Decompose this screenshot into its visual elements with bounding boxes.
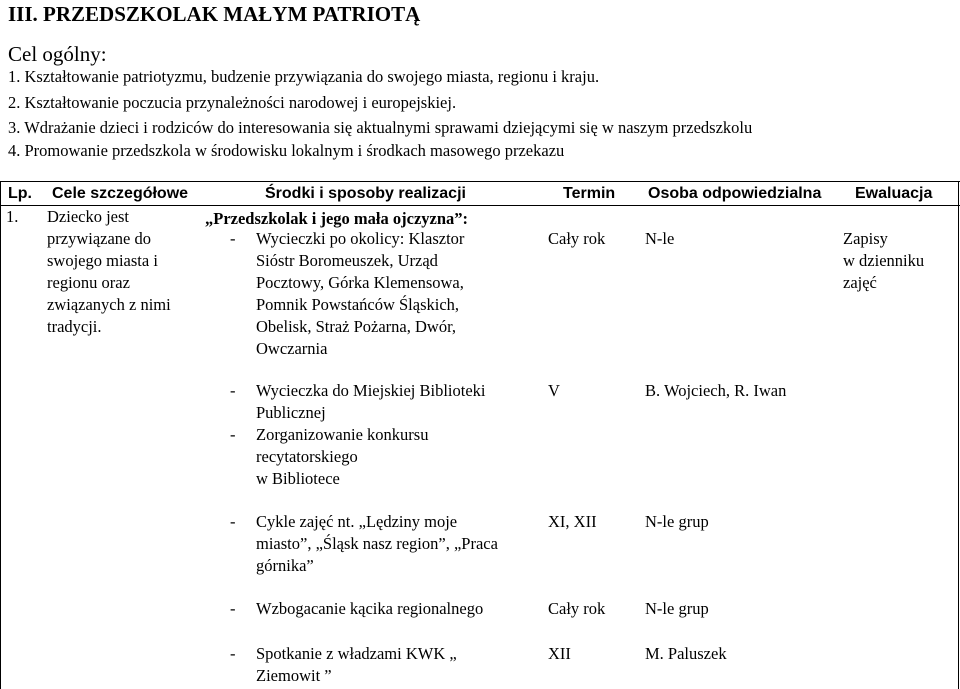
table-right-border [958,181,959,689]
section-title: III. PRZEDSZKOLAK MAŁYM PATRIOTĄ [8,2,421,26]
table-left-border [0,181,1,689]
activity-dash: - [230,599,236,618]
activity-person: N-le grup [645,512,709,531]
header-term: Termin [563,185,616,202]
activity-term: V [548,381,560,400]
activity-dash: - [230,229,236,248]
header-methods: Środki i sposoby realizacji [265,185,466,202]
activity-description: Spotkanie z władzami KWK „ Ziemowit ” [256,644,457,685]
activity-person: M. Paluszek [645,644,727,663]
activity-dash: - [230,425,236,444]
goal-item: 1. Kształtowanie patriotyzmu, budzenie przywiązania do swojego miasta, regionu i kraju. [8,67,600,86]
activity-term: XI, XII [548,512,597,531]
activity-description: Wycieczki po okolicy: Klasztor Sióstr Boromeuszek, Urząd Pocztowy, Górka Klemensowa, Pomnik Powstańców Śląskich, Obelisk, Straż Pożarna, Dwór, Owczarnia [256,229,465,358]
activity-description: Wycieczka do Miejskiej Biblioteki Publicznej [256,381,486,422]
goal-item: 2. Kształtowanie poczucia przynależności narodowej i europejskiej. [8,93,457,112]
activity-term: Cały rok [548,229,606,248]
general-goal-heading: Cel ogólny: [8,42,107,66]
goal-item: 3. Wdrażanie dzieci i rodziców do interesowania się aktualnymi sprawami dziejącymi się w naszym przedszkolu [8,118,753,137]
program-title: „Przedszkolak i jego mała ojczyzna”: [205,209,469,228]
header-goals: Cele szczegółowe [52,185,189,202]
activity-dash: - [230,512,236,531]
table-top-border [0,181,960,182]
activity-description: Cykle zajęć nt. „Lędziny moje miasto”, „Śląsk nasz region”, „Praca górnika” [256,512,498,575]
activity-term: Cały rok [548,599,606,618]
activity-person: N-le grup [645,599,709,618]
activity-dash: - [230,381,236,400]
activity-description: Wzbogacanie kącika regionalnego [256,599,484,618]
header-lp: Lp. [8,185,32,202]
goal-item: 4. Promowanie przedszkola w środowisku lokalnym i środkach masowego przekazu [8,141,565,160]
header-responsible: Osoba odpowiedzialna [648,185,822,202]
activity-dash: - [230,644,236,663]
specific-goal: Dziecko jest przywiązane do swojego miasta i regionu oraz związanych z nimi tradycji. [47,207,171,336]
row-number: 1. [6,207,19,226]
activity-description: Zorganizowanie konkursu recytatorskiego w Bibliotece [256,425,429,488]
activity-person: B. Wojciech, R. Iwan [645,381,787,400]
activity-term: XII [548,644,571,663]
evaluation: Zapisy w dzienniku zajęć [843,229,925,292]
activity-person: N-le [645,229,675,248]
header-evaluation: Ewaluacja [855,185,933,202]
